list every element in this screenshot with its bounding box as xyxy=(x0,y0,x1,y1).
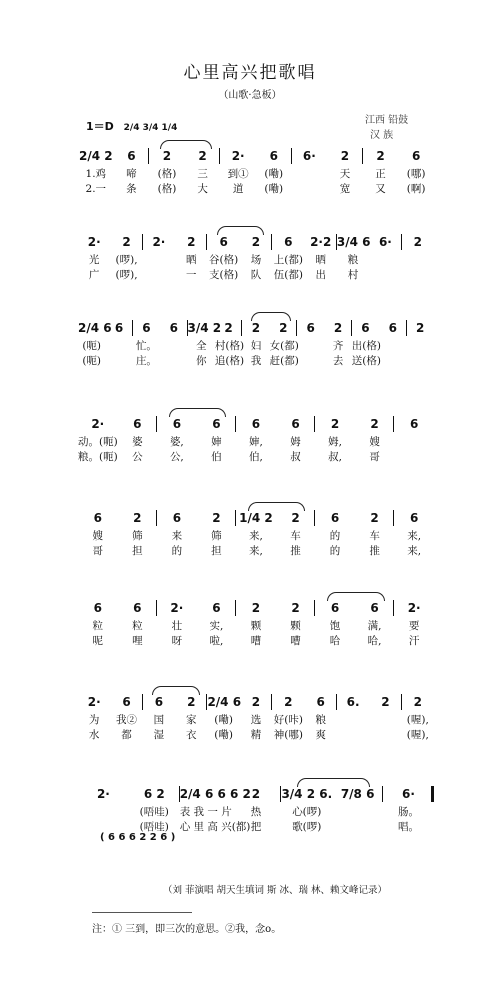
slur-mark xyxy=(217,226,264,235)
lyric-word: 全 xyxy=(195,340,207,352)
note: 2· xyxy=(170,601,184,615)
lyric-word: 颗 xyxy=(250,620,262,632)
lyric-word: 来, xyxy=(407,545,422,557)
lyrics-verse-1 xyxy=(78,166,434,181)
note: 2 xyxy=(187,695,196,709)
lyric-word: 送(格) xyxy=(351,355,381,367)
lyric-word: 担 xyxy=(211,545,222,557)
lyric-word: 公, xyxy=(169,451,184,463)
lyric-word: 出 xyxy=(315,269,326,281)
footnote-rule xyxy=(92,912,192,913)
chorus-notes: ( 6 6 6 2 2 6 ) xyxy=(100,832,176,843)
credit-region: 江西 铅鼓 xyxy=(365,115,409,126)
lyric-word: 精 xyxy=(250,729,262,741)
note: 6 xyxy=(284,235,293,249)
bar-line xyxy=(156,510,157,526)
lyric-word: 推 xyxy=(290,545,301,557)
lyric-word: 叔 xyxy=(290,451,301,463)
lyric-word: 唱。 xyxy=(397,821,419,833)
lyric-word: 的 xyxy=(329,530,341,542)
note: 2 xyxy=(133,511,142,525)
key-label: 1＝D xyxy=(86,120,114,133)
lyric-word: 场 xyxy=(250,254,262,266)
lyrics-verse-1 xyxy=(78,252,434,267)
lyric-word: (嘞) xyxy=(264,168,284,180)
lyric-word: 哈, xyxy=(367,635,382,647)
bar-line xyxy=(280,786,281,802)
lyric-word: 推 xyxy=(369,545,380,557)
lyric-word: 支(格) xyxy=(209,269,239,281)
lyric-word: 哈 xyxy=(329,635,341,647)
note: 6 xyxy=(330,601,340,615)
lyric-word: 来 xyxy=(171,530,183,542)
bar-line xyxy=(291,148,292,164)
bar-line xyxy=(314,600,315,616)
lyric-word: 忙。 xyxy=(135,340,157,352)
lyric-word: 来, xyxy=(407,530,422,542)
note: 6 xyxy=(370,601,379,615)
lyric-word: 选 xyxy=(250,714,262,726)
lyric-word: 晒 xyxy=(315,254,326,266)
note: 6 2 xyxy=(143,787,165,801)
bar-line xyxy=(235,600,236,616)
lyric-word: 大 xyxy=(197,183,208,195)
lyric-word: 的 xyxy=(329,545,341,557)
note: 2 xyxy=(413,695,422,709)
lyric-word: 道 xyxy=(232,183,244,195)
note: 6 xyxy=(93,601,102,615)
lyric-word: 啼 xyxy=(126,168,137,180)
slur-mark xyxy=(297,778,370,787)
notes-row xyxy=(78,692,434,712)
note: 6 xyxy=(409,511,419,525)
lyric-word: (嘞) xyxy=(264,183,284,195)
lyric-word: 汗 xyxy=(408,635,420,647)
bar-line xyxy=(393,510,394,526)
note: 2 xyxy=(162,149,172,163)
lyric-word: 好(咔) xyxy=(273,714,303,726)
note: 6 xyxy=(219,235,228,249)
note: 2·2 xyxy=(310,235,332,249)
notes-row xyxy=(78,232,434,252)
score-system xyxy=(78,508,434,558)
note: 6 xyxy=(133,601,142,615)
lyric-word: 条 xyxy=(126,183,137,195)
bar-line xyxy=(314,510,315,526)
lyric-word: 哥 xyxy=(92,545,104,557)
lyric-word: 筛 xyxy=(132,530,143,542)
bar-line xyxy=(401,694,402,710)
note: 6 xyxy=(172,511,182,525)
lyric-word: 为 xyxy=(88,714,100,726)
lyric-word: 粮 xyxy=(347,254,359,266)
bar-line xyxy=(401,234,402,250)
lyric-word: 嫂 xyxy=(369,436,380,448)
lyric-word: 齐 xyxy=(332,340,344,352)
lyric-word: 哩 xyxy=(132,635,143,647)
note: 2 xyxy=(416,321,425,335)
lyric-word: 又 xyxy=(375,183,386,195)
lyric-word: 到① xyxy=(227,168,249,180)
lyric-word: 爽 xyxy=(315,729,326,741)
lyric-word: 家 xyxy=(186,714,197,726)
lyric-word: 心(啰) xyxy=(292,806,322,818)
slur-mark xyxy=(248,502,305,511)
note: 2 xyxy=(330,417,340,431)
note: 2 xyxy=(187,235,196,249)
note: 3/4 2 6. xyxy=(281,787,333,801)
lyric-word: 车 xyxy=(369,530,380,542)
note: 2 xyxy=(251,787,261,801)
note: 1/4 2 xyxy=(239,511,273,525)
lyric-word: 嘈 xyxy=(250,635,262,647)
score-system xyxy=(78,232,434,282)
note: 2· xyxy=(87,235,101,249)
lyric-word: 要 xyxy=(408,620,420,632)
note: 6· xyxy=(378,235,392,249)
final-bar-line xyxy=(431,786,434,802)
lyric-word: 谷(格) xyxy=(209,254,239,266)
lyric-word: 神(哪) xyxy=(273,729,303,741)
lyrics-verse-1 xyxy=(78,338,434,353)
lyric-word: 赶(都) xyxy=(269,355,299,367)
note: 2/4 2 xyxy=(78,149,113,163)
lyric-word: 歌(啰) xyxy=(292,821,322,833)
note: 6 xyxy=(388,321,397,335)
lyric-word: 实, xyxy=(209,620,224,632)
meter-label: 2/4 3/4 1/4 xyxy=(123,123,178,133)
lyric-word: 光 xyxy=(88,254,100,266)
note: 6 xyxy=(316,695,325,709)
lyric-word: 热 xyxy=(250,806,262,818)
lyric-word: 哥 xyxy=(369,451,380,463)
bar-line xyxy=(271,234,272,250)
lyric-word: 来, xyxy=(249,545,263,557)
slur-mark xyxy=(152,686,199,695)
note: 2 xyxy=(198,149,207,163)
lyric-word: 1.鸡 xyxy=(85,168,107,180)
lyric-word: (啊) xyxy=(406,183,426,195)
note: 2 xyxy=(224,321,233,335)
note: 3/4 6 xyxy=(336,235,371,249)
note: 6 xyxy=(251,417,261,431)
bar-line xyxy=(219,148,220,164)
notes-row xyxy=(78,508,434,528)
note: 6 xyxy=(361,321,370,335)
note: 2 xyxy=(251,321,261,335)
lyric-word: 婶 xyxy=(211,436,222,448)
song-subtitle: （山歌·急板） xyxy=(218,90,282,101)
lyrics-verse-1 xyxy=(78,528,434,543)
lyric-word: 妇 xyxy=(250,340,262,352)
notes-row xyxy=(78,146,434,166)
bar-line xyxy=(206,694,207,710)
bar-line xyxy=(271,694,272,710)
note: 2 xyxy=(370,511,379,525)
lyrics-verse-2 xyxy=(78,543,434,558)
lyrics-verse-2 xyxy=(78,633,434,648)
lyric-word: 衣 xyxy=(186,729,197,741)
note: 6 xyxy=(93,511,102,525)
bar-line xyxy=(142,694,143,710)
lyric-word: 来, xyxy=(249,530,263,542)
lyric-word: 嘈 xyxy=(290,635,301,647)
bar-line xyxy=(382,786,383,802)
bar-line xyxy=(362,148,363,164)
lyric-word: (嘞) xyxy=(214,714,233,726)
bar-line xyxy=(142,234,143,250)
lyric-word: 出(格) xyxy=(351,340,381,352)
lyric-word: 宽 xyxy=(339,183,351,195)
lyric-word: 婆 xyxy=(132,436,143,448)
lyric-word: 村 xyxy=(347,269,359,281)
lyric-word: (呃) xyxy=(82,340,102,352)
bar-line xyxy=(156,600,157,616)
bar-line xyxy=(406,320,407,336)
lyrics-verse-2 xyxy=(78,727,434,742)
note: 2· xyxy=(152,235,166,249)
bar-line xyxy=(187,320,188,336)
lyric-word: 饱 xyxy=(329,620,341,632)
bar-line xyxy=(336,694,337,710)
note: 6 xyxy=(409,417,419,431)
lyric-word: 呀 xyxy=(171,635,183,647)
lyrics-verse-2 xyxy=(78,353,434,368)
note: 2· xyxy=(407,601,421,615)
lyric-word: 粒 xyxy=(132,620,143,632)
score-system xyxy=(78,318,434,368)
song-title: 心里高兴把歌唱 xyxy=(183,63,317,83)
lyric-word: 去 xyxy=(332,355,344,367)
lyric-word: 婆, xyxy=(169,436,184,448)
note: 6 xyxy=(212,601,221,615)
lyric-word: 一 xyxy=(186,269,197,281)
note: 3/4 2 xyxy=(187,321,222,335)
note: 2· xyxy=(87,695,101,709)
lyric-word: 啦, xyxy=(209,635,224,647)
lyric-word: 伍(都) xyxy=(273,269,303,281)
lyric-word: (呃) xyxy=(82,355,102,367)
lyric-word: 担 xyxy=(132,545,143,557)
note: 2 xyxy=(413,235,422,249)
bar-line xyxy=(241,320,242,336)
note: 6· xyxy=(302,149,316,163)
slur-mark xyxy=(160,140,212,149)
score-system xyxy=(78,784,434,834)
note: 2 xyxy=(291,511,300,525)
note: 2 xyxy=(251,695,261,709)
lyrics-verse-2 xyxy=(78,449,434,464)
score-system xyxy=(78,598,434,648)
lyric-word: (喔), xyxy=(406,714,429,726)
note: 6. xyxy=(346,695,360,709)
lyric-word: 晒 xyxy=(186,254,197,266)
note: 2 xyxy=(376,149,385,163)
notes-row xyxy=(78,318,434,338)
lyric-word: (唔哇) xyxy=(139,806,169,818)
lyrics-verse-2 xyxy=(78,267,434,282)
note: 6 xyxy=(306,321,315,335)
lyric-word: 2.一 xyxy=(85,183,107,195)
note: 2 xyxy=(381,695,390,709)
note: 2/4 6 6 6 2 xyxy=(179,787,251,801)
slur-mark xyxy=(327,592,384,601)
note: 6 xyxy=(114,321,124,335)
lyric-word: 婶, xyxy=(249,436,263,448)
lyric-word: 呢 xyxy=(92,635,104,647)
bar-line xyxy=(336,234,337,250)
lyric-word: 满, xyxy=(367,620,382,632)
lyric-word: (唔哇) xyxy=(139,821,169,833)
lyric-word: 的 xyxy=(171,545,183,557)
lyric-word: 队 xyxy=(250,269,262,281)
lyric-word: 水 xyxy=(88,729,100,741)
bar-line xyxy=(351,320,352,336)
lyric-word: 女(都) xyxy=(269,340,299,352)
score-system xyxy=(78,146,434,196)
score-system xyxy=(78,414,434,464)
lyric-word: 粮 xyxy=(315,714,326,726)
lyric-word: (格) xyxy=(157,168,177,180)
note: 2· xyxy=(231,149,245,163)
notes-row xyxy=(78,598,434,618)
note: 6 xyxy=(172,417,182,431)
lyric-word: 天 xyxy=(339,168,351,180)
credit-role: 汉 族 xyxy=(370,130,394,141)
lyric-word: 粮。(呃) xyxy=(78,451,118,463)
note: 2 xyxy=(122,235,131,249)
lyric-word: 都 xyxy=(121,729,132,741)
bar-line xyxy=(148,148,149,164)
lyric-word: 壮 xyxy=(171,620,183,632)
note: 2 xyxy=(291,601,300,615)
note: 6· xyxy=(402,787,415,801)
note: 6 xyxy=(411,149,421,163)
note: 2 xyxy=(340,149,350,163)
lyric-word: 颗 xyxy=(290,620,301,632)
performer-credits: （刘 菲演唱 胡天生填词 斯 冰、瑞 林、赖文峰记录） xyxy=(162,885,388,896)
lyric-word: 车 xyxy=(290,530,301,542)
lyric-word: 公 xyxy=(132,451,143,463)
lyric-word: 伯, xyxy=(249,451,263,463)
lyric-word: 粒 xyxy=(92,620,104,632)
bar-line xyxy=(393,416,394,432)
lyric-word: 你 xyxy=(195,355,207,367)
note: 6 xyxy=(127,149,136,163)
notes-row xyxy=(78,784,434,804)
lyric-word: 动。(呃) xyxy=(78,436,118,448)
lyric-word: 村(格) xyxy=(214,340,245,352)
lyric-word: 伯 xyxy=(211,451,222,463)
key-signature xyxy=(86,118,177,134)
note: 6 xyxy=(154,695,164,709)
score-system xyxy=(78,692,434,742)
note: 2 xyxy=(284,695,293,709)
bar-line xyxy=(156,416,157,432)
lyric-word: 我 xyxy=(250,355,262,367)
bar-line xyxy=(296,320,297,336)
lyric-word: (哪) xyxy=(406,168,426,180)
lyrics-verse-1 xyxy=(78,618,434,633)
note: 2 xyxy=(279,321,288,335)
lyric-word: (嘞) xyxy=(214,729,233,741)
lyric-word: 我② xyxy=(116,714,138,726)
lyric-word: 三 xyxy=(197,168,208,180)
lyric-word: 姆, xyxy=(328,436,342,448)
note: 2 xyxy=(251,235,261,249)
lyric-word: 肠。 xyxy=(397,806,419,818)
note: 2 xyxy=(333,321,343,335)
lyrics-verse-1 xyxy=(78,804,434,819)
note: 2 xyxy=(251,601,261,615)
lyric-word: (啰), xyxy=(115,254,138,266)
lyric-word: 表 我 一 片 xyxy=(179,806,232,818)
lyric-word: (啰), xyxy=(115,269,138,281)
bar-line xyxy=(132,320,133,336)
lyrics-verse-1 xyxy=(78,434,434,449)
note: 2· xyxy=(96,787,110,801)
lyric-word: 筛 xyxy=(211,530,222,542)
bar-line xyxy=(393,600,394,616)
note: 6 xyxy=(330,511,340,525)
lyrics-verse-1 xyxy=(78,712,434,727)
note: 6 xyxy=(133,417,142,431)
lyric-word: 追(格) xyxy=(214,355,245,367)
lyric-word: 庄。 xyxy=(135,355,157,367)
lyric-word: 姆 xyxy=(290,436,301,448)
lyric-word: 广 xyxy=(88,269,100,281)
bar-line xyxy=(235,416,236,432)
note: 2 xyxy=(370,417,379,431)
lyric-word: 国 xyxy=(153,714,165,726)
note: 2/4 6 xyxy=(207,695,242,709)
lyric-word: 湿 xyxy=(153,729,165,741)
note: 2· xyxy=(91,417,105,431)
note: 6 xyxy=(142,321,151,335)
slur-mark xyxy=(169,408,226,417)
bar-line xyxy=(314,416,315,432)
lyric-word: 正 xyxy=(375,168,386,180)
lyric-word: 上(都) xyxy=(273,254,303,266)
lyric-word: 嫂 xyxy=(92,530,104,542)
footnote: 注：① 三到，即三次的意思。②我，念o。 xyxy=(92,924,282,935)
note: 7/8 6 xyxy=(340,787,375,801)
note: 6 xyxy=(212,417,221,431)
bar-line xyxy=(235,510,236,526)
lyrics-verse-2 xyxy=(78,181,434,196)
bar-line xyxy=(206,234,207,250)
note: 2/4 6 xyxy=(78,321,112,335)
note: 6 xyxy=(122,695,131,709)
note: 6 xyxy=(269,149,278,163)
note: 6 xyxy=(291,417,300,431)
lyric-word: 心 里 高 兴(都) xyxy=(179,821,251,833)
lyric-word: (喔), xyxy=(406,729,429,741)
lyric-word: (格) xyxy=(157,183,177,195)
bar-line xyxy=(179,786,180,802)
lyric-word: 叔, xyxy=(328,451,342,463)
lyric-word: 把 xyxy=(250,821,262,833)
note: 6 xyxy=(169,321,178,335)
note: 2 xyxy=(212,511,221,525)
slur-mark xyxy=(251,312,291,321)
notes-row xyxy=(78,414,434,434)
